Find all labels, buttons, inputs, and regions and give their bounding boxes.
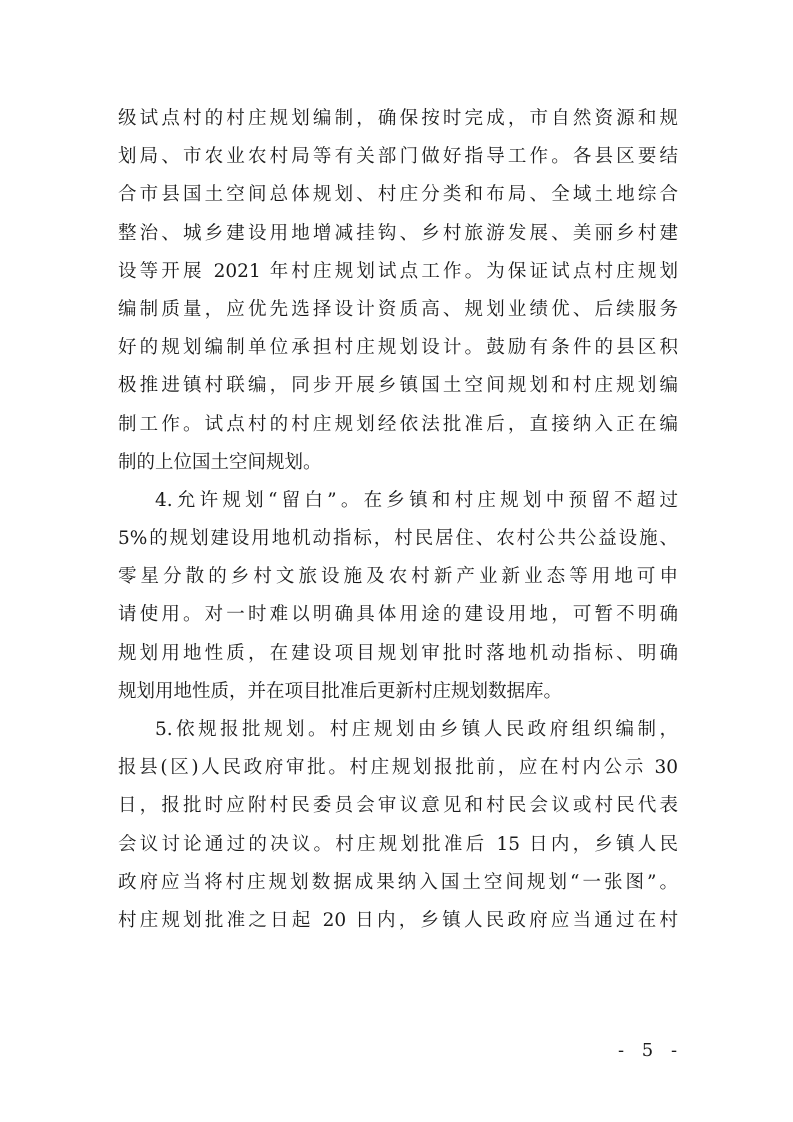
text-line: 村庄规划批准之日起 20 日内，乡镇人民政府应当通过在村 — [118, 909, 678, 931]
text-line: 好的规划编制单位承担村庄规划设计。鼓励有条件的县区积 — [118, 337, 678, 359]
text-line: 请使用。对一时难以明确具体用途的建设用地，可暂不明确 — [118, 604, 678, 626]
text-line: 级试点村的村庄规划编制，确保按时完成，市自然资源和规 — [118, 108, 678, 129]
text-line: 制的上位国土空间规划。 — [118, 451, 322, 473]
text-line: 整治、城乡建设用地增减挂钩、乡村旅游发展、美丽乡村建 — [118, 222, 678, 244]
text-line: 划局、市农业农村局等有关部门做好指导工作。各县区要结 — [118, 146, 678, 168]
text-line: 合市县国土空间总体规划、村庄分类和布局、全域土地综合 — [118, 184, 678, 206]
text-line: 日，报批时应附村民委员会审议意见和村民会议或村民代表 — [118, 795, 678, 817]
text-line: 规划用地性质，在建设项目规划审批时落地机动指标、明确 — [118, 642, 678, 664]
text-line: 5%的规划建设用地机动指标，村民居住、农村公共公益设施、 — [118, 528, 678, 550]
text-line: 设等开展 2021 年村庄规划试点工作。为保证试点村庄规划 — [118, 260, 678, 282]
body-text — [118, 100, 678, 940]
text-line: 制工作。试点村的村庄规划经依法批准后，直接纳入正在编 — [118, 413, 678, 435]
text-line: 零星分散的乡村文旅设施及农村新产业新业态等用地可申 — [118, 566, 678, 588]
text-line: 规划用地性质，并在项目批准后更新村庄规划数据库。 — [118, 680, 563, 702]
text-line: 编制质量，应优先选择设计资质高、规划业绩优、后续服务 — [118, 298, 678, 320]
page-number: - 5 - — [618, 1040, 684, 1061]
text-line: 报县(区)人民政府审批。村庄规划报批前，应在村内公示 30 — [118, 757, 678, 779]
text-line: 4.允许规划“留白”。在乡镇和村庄规划中预留不超过 — [155, 489, 678, 511]
text-line: 5.依规报批规划。村庄规划由乡镇人民政府组织编制， — [155, 719, 678, 740]
text-line: 极推进镇村联编，同步开展乡镇国土空间规划和村庄规划编 — [118, 375, 678, 397]
text-line: 政府应当将村庄规划数据成果纳入国土空间规划“一张图”。 — [118, 871, 678, 893]
text-line: 会议讨论通过的决议。村庄规划批准后 15 日内，乡镇人民 — [118, 833, 678, 855]
